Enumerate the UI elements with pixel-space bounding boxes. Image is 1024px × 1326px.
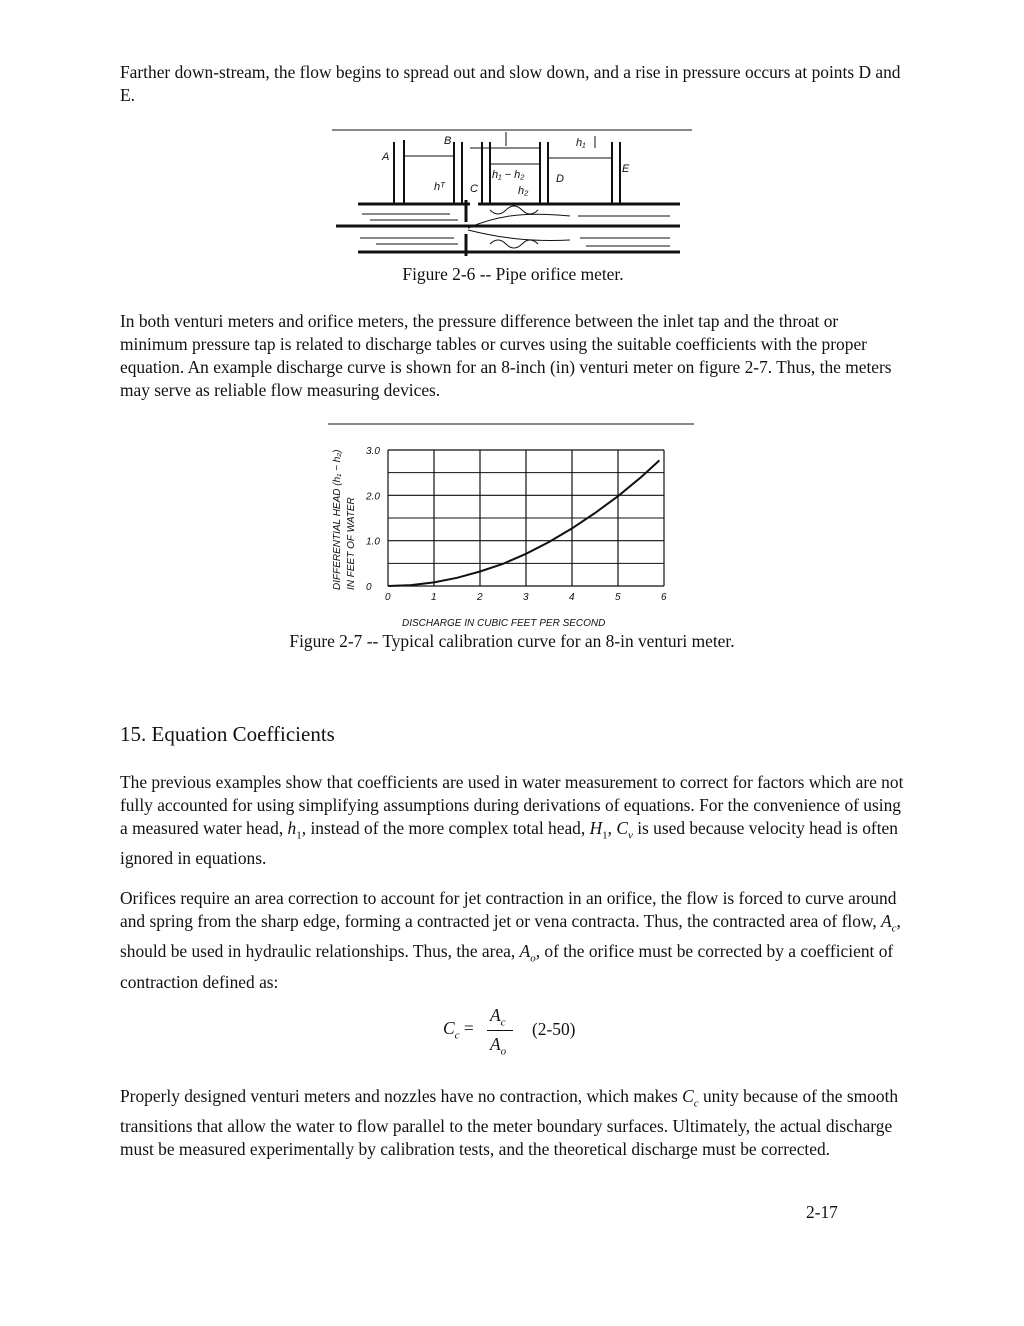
label-h1: h₁	[576, 137, 586, 149]
x-axis-label: DISCHARGE IN CUBIC FEET PER SECOND	[402, 618, 606, 629]
x-tick-label: 4	[569, 592, 575, 603]
label-hT: hᵀ	[434, 181, 445, 193]
document-page: Farther down-stream, the flow begins to spread out and slow down, and a rise in pressure occurs at points D and E. A B C D E h₁ h₁ − h₂ h₂ hᵀ Figure 2-6 -- Pipe orifice meter. In both venturi meters and orifice meters, the pressure difference between the inlet tap and the throat or minimum pressure tap is related to discharge tables or curves using the suitable coefficients with the proper equation. An example discharge curve is shown for an 8-inch (in) venturi meter on figure 2-7. Thus, the meters may serve as reliable flow measuring devices. 0 1 2 3 4 5 6 0 1.0 2.0 3.0 DIFFERENTIAL HEAD (h₁ − h₂) IN FEET OF WATER DISCHARGE IN CUBIC FEET PER SECOND Figure 2-7 -- Typical calibration curve for an 8-in venturi meter. 15. Equation Coefficients The previous examples show that coefficients are used in water measurement to correct for factors which are not fully accounted for using simplifying assumptions during derivations of equations. For the convenience of using a measured water head, $h_1$, instead of the more complex total head, $H_1$, $C_v$ is used because velocity head is often ignored in equations. Orifices require an area correction to account for jet contraction in an orifice, the flow is forced to curve around and spring from the sharp edge, forming a contracted jet or vena contracta. Thus, the contracted area of flow, $A_c$, should be used in hydraulic relationships. Thus, the area, $A_o$, of the orifice must be corrected by a coefficient of contraction defined as: $C_c$ = $A_c$ $A_o$ (2-50) Properly designed venturi meters and nozzles have no contraction, which makes $C_c$ unity because of the smooth transitions that allow the water to flow parallel to the meter boundary surfaces. Ultimately, the actual discharge must be measured experimentally by calibration tests, and the theoretical discharge must be corrected. 2-17	[0, 0, 1024, 1326]
label-A: A	[382, 151, 390, 163]
x-tick-label: 2	[477, 592, 483, 603]
paragraph-coefficients: The previous examples show that coefficients are used in water measurement to correct for factors which are not fully accounted for using simplifying assumptions during derivations of equations. For the convenience of using a measured water head, $h_1$, instead of the more complex total head, $H_1$, $C_v$ is used because velocity head is often ignored in equations.	[120, 772, 904, 869]
paragraph-venturi: In both venturi meters and orifice meters, the pressure difference between the inlet tap and the throat or minimum pressure tap is related to discharge tables or curves using the suitable coefficients with the proper equation. An example discharge curve is shown for an 8-inch (in) venturi meter on figure 2-7. Thus, the meters may serve as reliable flow measuring devices.	[120, 311, 892, 400]
y-tick-label: 3.0	[366, 446, 380, 457]
x-tick-label: 1	[431, 592, 437, 603]
label-E: E	[622, 163, 630, 175]
label-B: B	[444, 135, 452, 147]
x-tick-label: 6	[661, 592, 667, 603]
label-h2: h₂	[518, 185, 529, 197]
paragraph-venturi-contraction: Properly designed venturi meters and nozzles have no contraction, which makes $C_c$ unity because of the smooth transitions that allow the water to flow parallel to the meter boundary surfaces. Ultimately, the actual discharge must be measured experimentally by calibration tests, and the theoretical discharge must be corrected.	[120, 1086, 899, 1160]
label-D: D	[556, 173, 564, 185]
paragraph-intro: Farther down-stream, the flow begins to spread out and slow down, and a rise in pressure occurs at points D and E.	[120, 62, 901, 105]
x-tick-label: 5	[615, 592, 621, 603]
pipe-orifice-diagram	[330, 126, 696, 258]
y-tick-label: 2.0	[366, 491, 380, 503]
label-C: C	[470, 183, 478, 195]
figure-2-6-caption: Figure 2-6 -- Pipe orifice meter.	[402, 264, 624, 284]
equation-number: (2-50)	[532, 1019, 576, 1039]
calibration-curve-line	[388, 460, 659, 586]
page-number: 2-17	[806, 1202, 838, 1222]
y-axis-label-units: IN FEET OF WATER	[346, 497, 357, 590]
y-tick-label: 0	[366, 582, 372, 593]
y-tick-label: 1.0	[366, 536, 380, 548]
y-axis-label: DIFFERENTIAL HEAD (h₁ − h₂)	[332, 449, 343, 590]
x-tick-label: 3	[523, 592, 529, 603]
section-heading: 15. Equation Coefficients	[120, 722, 335, 746]
x-tick-label: 0	[385, 592, 391, 603]
figure-2-7-caption: Figure 2-7 -- Typical calibration curve for an 8-in venturi meter.	[289, 631, 735, 651]
calibration-curve-chart	[326, 420, 696, 630]
paragraph-orifices: Orifices require an area correction to account for jet contraction in an orifice, the flow is forced to curve around and spring from the sharp edge, forming a contracted jet or vena contracta. Thus, the contracted area of flow, $A_c$, should be used in hydraulic relationships. Thus, the area, $A_o$, of the orifice must be corrected by a coefficient of contraction defined as:	[120, 888, 901, 992]
label-h1-minus-h2: h₁ − h₂	[492, 169, 525, 181]
